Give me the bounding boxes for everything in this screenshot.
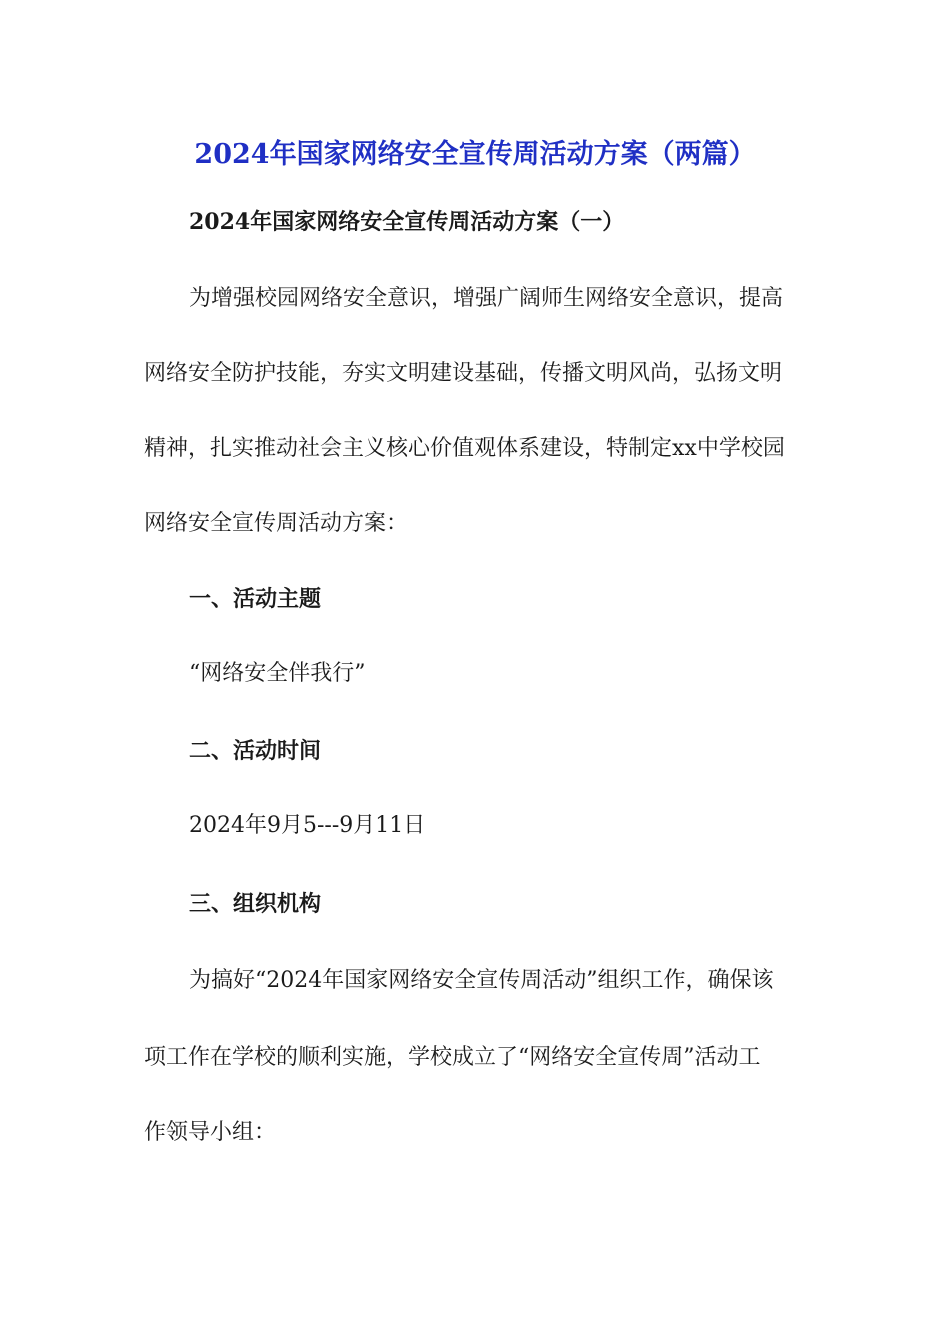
intro-line-3: 精神，扎实推动社会主义核心价值观体系建设，特制定xx中学校园: [144, 436, 785, 461]
intro-line-4: 网络安全宣传周活动方案：: [144, 511, 409, 536]
section-text-time: 2024年9月5---9月11日: [189, 813, 426, 838]
section-heading-time: 二、活动时间: [189, 738, 322, 764]
document-subtitle: 2024年国家网络安全宣传周活动方案（一）: [189, 209, 625, 235]
section3-line-1: 为搞好“2024年国家网络安全宣传周活动”组织工作，确保该: [189, 968, 774, 993]
section-text-theme: “网络安全伴我行”: [189, 661, 366, 686]
document-title: 2024年国家网络安全宣传周活动方案（两篇）: [194, 139, 756, 170]
section3-line-3: 作领导小组：: [144, 1120, 277, 1145]
intro-line-2: 网络安全防护技能，夯实文明建设基础，传播文明风尚，弘扬文明: [144, 361, 783, 386]
section-heading-theme: 一、活动主题: [189, 586, 322, 612]
section3-line-2: 项工作在学校的顺利实施，学校成立了“网络安全宣传周”活动工: [144, 1045, 761, 1070]
section-heading-organization: 三、组织机构: [189, 891, 322, 917]
intro-line-1: 为增强校园网络安全意识，增强广阔师生网络安全意识，提高: [189, 286, 784, 311]
